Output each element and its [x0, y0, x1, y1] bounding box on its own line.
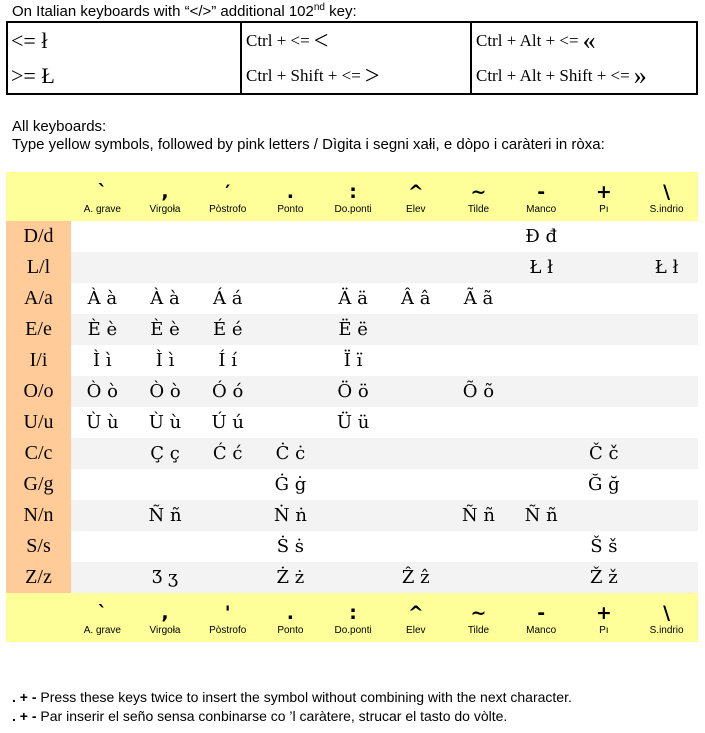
- column-header: [384, 593, 447, 642]
- result-cell: [635, 562, 698, 593]
- result-cell: Ġ ġ: [259, 469, 322, 500]
- result-cell: [259, 314, 322, 345]
- key-name: Pı: [599, 624, 609, 636]
- result-cell: Ü ü: [322, 407, 385, 438]
- result-cell: É é: [196, 314, 259, 345]
- result-cell: [384, 407, 447, 438]
- key-symbol: ^: [407, 180, 424, 203]
- result-cell: [384, 345, 447, 376]
- column-header: [510, 593, 573, 642]
- result-cell: [259, 407, 322, 438]
- row-letter-label: G/g: [6, 469, 71, 500]
- result-cell: [134, 252, 197, 283]
- result-cell: Ò ò: [71, 376, 134, 407]
- key-symbol: ,: [161, 180, 169, 203]
- result-cell: Ï ï: [322, 345, 385, 376]
- footnote-venetian: . + - Par inserir el seño sensa conbinarse co ’l caràtere, strucar el tasto do vòlte.: [12, 708, 508, 724]
- result-cell: Í í: [196, 345, 259, 376]
- result-cell: [384, 252, 447, 283]
- result-cell: [447, 407, 510, 438]
- shortcut-column-3: [470, 23, 696, 93]
- result-cell: [635, 438, 698, 469]
- key-symbol: +: [595, 180, 612, 203]
- column-header: [71, 593, 134, 642]
- result-cell: [71, 531, 134, 562]
- result-cell: [134, 469, 197, 500]
- key-symbol: .: [286, 180, 295, 203]
- column-header: [384, 172, 447, 221]
- key-name: Ponto: [277, 624, 304, 636]
- result-cell: [635, 500, 698, 531]
- row-letter-label: U/u: [6, 407, 71, 438]
- result-cell: [384, 531, 447, 562]
- result-cell: È è: [134, 314, 197, 345]
- column-header: [134, 593, 197, 642]
- column-header: [259, 593, 322, 642]
- result-cell: Ñ ñ: [447, 500, 510, 531]
- key-symbol: \: [663, 180, 671, 203]
- column-header: [573, 593, 636, 642]
- result-cell: Ì ì: [71, 345, 134, 376]
- result-cell: [447, 252, 510, 283]
- row-letter-label: L/l: [6, 252, 71, 283]
- footnotes: [12, 688, 572, 726]
- result-cell: [510, 376, 573, 407]
- result-cell: [510, 531, 573, 562]
- result-cell: [322, 531, 385, 562]
- result-cell: Ù ù: [134, 407, 197, 438]
- column-header: [71, 172, 134, 221]
- table-row: [6, 469, 698, 500]
- result-cell: [447, 562, 510, 593]
- key-name: Virgoła: [149, 203, 181, 215]
- header-corner: [6, 593, 71, 642]
- result-cell: Ñ ñ: [510, 500, 573, 531]
- result-cell: [196, 221, 259, 252]
- result-cell: Č č: [573, 438, 636, 469]
- result-cell: [573, 407, 636, 438]
- result-cell: Ì ì: [134, 345, 197, 376]
- key-symbol: ': [224, 601, 231, 624]
- header-row-bottom: [6, 593, 698, 642]
- result-cell: Ë ë: [322, 314, 385, 345]
- result-cell: Ú ú: [196, 407, 259, 438]
- shortcut-l-stroke-upper: >= Ł: [11, 62, 55, 88]
- result-cell: [573, 252, 636, 283]
- result-cell: Ä ä: [322, 283, 385, 314]
- table-row: [6, 283, 698, 314]
- header-row-top: [6, 172, 698, 221]
- result-cell: [510, 469, 573, 500]
- footnote-english: . + - Press these keys twice to insert the symbol without combining with the next character.: [12, 689, 572, 705]
- key-name: A. grave: [83, 203, 121, 215]
- result-cell: [510, 438, 573, 469]
- result-cell: Á á: [196, 283, 259, 314]
- key-name: Elev: [406, 624, 426, 636]
- result-cell: [134, 531, 197, 562]
- result-cell: [573, 283, 636, 314]
- table-row: [6, 376, 698, 407]
- shortcut-box: [6, 21, 698, 95]
- result-cell: [384, 469, 447, 500]
- result-cell: [635, 531, 698, 562]
- table-row: [6, 314, 698, 345]
- result-cell: Š š: [573, 531, 636, 562]
- key-name: Elev: [406, 203, 426, 215]
- result-cell: [322, 252, 385, 283]
- result-cell: [71, 500, 134, 531]
- result-cell: Ć ć: [196, 438, 259, 469]
- key-name: Tilde: [467, 203, 490, 215]
- column-header: [196, 593, 259, 642]
- result-cell: Ò ò: [134, 376, 197, 407]
- shortcut-right-guillemet: Ctrl + Alt + Shift + <= »: [476, 60, 647, 90]
- result-cell: Ʒ ʒ: [134, 562, 197, 593]
- key-symbol: ~: [470, 180, 487, 203]
- result-cell: [447, 438, 510, 469]
- result-cell: [447, 221, 510, 252]
- result-cell: È è: [71, 314, 134, 345]
- result-cell: [71, 438, 134, 469]
- key-name: Manco: [526, 203, 557, 215]
- result-cell: [259, 252, 322, 283]
- result-cell: Ó ó: [196, 376, 259, 407]
- key-symbol: +: [595, 601, 612, 624]
- result-cell: Ẑ ẑ: [384, 562, 447, 593]
- table-row: [6, 438, 698, 469]
- column-header: [447, 172, 510, 221]
- result-cell: Ğ ğ: [573, 469, 636, 500]
- row-letter-label: D/d: [6, 221, 71, 252]
- table-row: [6, 500, 698, 531]
- result-cell: Ù ù: [71, 407, 134, 438]
- result-cell: [384, 438, 447, 469]
- result-cell: [635, 314, 698, 345]
- key-symbol: ′: [225, 180, 231, 203]
- row-letter-label: E/e: [6, 314, 71, 345]
- result-cell: [447, 314, 510, 345]
- table-row: [6, 221, 698, 252]
- result-cell: Ł ł: [510, 252, 573, 283]
- result-cell: Â â: [384, 283, 447, 314]
- column-header: [573, 172, 636, 221]
- key-name: Virgoła: [149, 624, 181, 636]
- row-letter-label: N/n: [6, 500, 71, 531]
- key-name: Pı: [599, 203, 609, 215]
- result-cell: [134, 221, 197, 252]
- result-cell: [384, 500, 447, 531]
- result-cell: [71, 562, 134, 593]
- key-name: Pòstrofo: [209, 203, 247, 215]
- key-name: Tilde: [467, 624, 490, 636]
- instructions: [12, 118, 605, 154]
- result-cell: Ã ã: [447, 283, 510, 314]
- row-letter-label: Z/z: [6, 562, 71, 593]
- result-cell: [196, 500, 259, 531]
- result-cell: Ç ç: [134, 438, 197, 469]
- row-letter-label: A/a: [6, 283, 71, 314]
- key-symbol: `: [97, 180, 108, 203]
- result-cell: [510, 407, 573, 438]
- result-cell: [322, 438, 385, 469]
- result-cell: [196, 469, 259, 500]
- italian-keyboard-note: On Italian keyboards with “</>” additional 102nd key:: [12, 2, 357, 20]
- result-cell: Đ đ: [510, 221, 573, 252]
- column-header: [447, 593, 510, 642]
- instructions-heading: All keyboards:: [12, 118, 107, 135]
- column-header: [259, 172, 322, 221]
- key-name: Pòstrofo: [209, 624, 247, 636]
- result-cell: [447, 345, 510, 376]
- result-cell: Ċ ċ: [259, 438, 322, 469]
- column-header: [134, 172, 197, 221]
- result-cell: [322, 562, 385, 593]
- key-symbol: :: [349, 601, 357, 624]
- result-cell: [384, 314, 447, 345]
- result-cell: [447, 531, 510, 562]
- column-header: [196, 172, 259, 221]
- key-name: Ponto: [277, 203, 304, 215]
- table-row: [6, 562, 698, 593]
- result-cell: [196, 562, 259, 593]
- row-letter-label: S/s: [6, 531, 71, 562]
- key-symbol: :: [349, 180, 357, 203]
- column-header: [510, 172, 573, 221]
- result-cell: [635, 283, 698, 314]
- result-cell: [384, 376, 447, 407]
- result-cell: [196, 252, 259, 283]
- result-cell: [259, 283, 322, 314]
- result-cell: Ž ž: [573, 562, 636, 593]
- key-name: A. grave: [83, 624, 121, 636]
- row-letter-label: I/i: [6, 345, 71, 376]
- result-cell: Ñ ñ: [134, 500, 197, 531]
- result-cell: [573, 376, 636, 407]
- result-cell: [635, 345, 698, 376]
- result-cell: [259, 345, 322, 376]
- result-cell: [510, 345, 573, 376]
- result-cell: Õ õ: [447, 376, 510, 407]
- shortcut-l-stroke: <= ł: [11, 27, 48, 53]
- key-symbol: ,: [161, 601, 169, 624]
- key-symbol: ^: [407, 601, 424, 624]
- shortcut-column-2: [240, 23, 470, 93]
- key-symbol: -: [537, 180, 546, 203]
- key-symbol: \: [663, 601, 671, 624]
- result-cell: [510, 283, 573, 314]
- result-cell: [510, 314, 573, 345]
- result-cell: [573, 345, 636, 376]
- shortcut-column-1: [8, 23, 240, 93]
- row-letter-label: O/o: [6, 376, 71, 407]
- instructions-text: Type yellow symbols, followed by pink letters / Dìgita i segni xałi, e dòpo i caràteri in ròxa:: [12, 136, 605, 153]
- key-name: S.indrio: [649, 624, 684, 636]
- row-letter-label: C/c: [6, 438, 71, 469]
- result-cell: [322, 221, 385, 252]
- key-symbol: .: [286, 601, 295, 624]
- key-symbol: ~: [470, 601, 487, 624]
- result-cell: [71, 221, 134, 252]
- result-cell: [322, 469, 385, 500]
- key-name: Do.ponti: [334, 203, 372, 215]
- diacritics-table: [6, 172, 698, 642]
- result-cell: [510, 562, 573, 593]
- column-header: [322, 593, 385, 642]
- result-cell: [71, 469, 134, 500]
- result-cell: [71, 252, 134, 283]
- table-row: [6, 252, 698, 283]
- key-symbol: `: [97, 601, 108, 624]
- result-cell: Ł ł: [635, 252, 698, 283]
- result-cell: À à: [134, 283, 197, 314]
- table-row: [6, 531, 698, 562]
- result-cell: [573, 314, 636, 345]
- result-cell: [635, 376, 698, 407]
- result-cell: Ö ö: [322, 376, 385, 407]
- result-cell: Ṡ ṡ: [259, 531, 322, 562]
- header-corner: [6, 172, 71, 221]
- column-header: [322, 172, 385, 221]
- result-cell: [635, 221, 698, 252]
- result-cell: [447, 469, 510, 500]
- result-cell: [322, 500, 385, 531]
- result-cell: [573, 221, 636, 252]
- result-cell: Ż ż: [259, 562, 322, 593]
- result-cell: [573, 500, 636, 531]
- column-header: [635, 172, 698, 221]
- result-cell: [384, 221, 447, 252]
- result-cell: [196, 531, 259, 562]
- result-cell: À à: [71, 283, 134, 314]
- shortcut-greater-than: Ctrl + Shift + <= >: [246, 60, 380, 90]
- key-name: Do.ponti: [334, 624, 372, 636]
- key-name: S.indrio: [649, 203, 684, 215]
- table-row: [6, 345, 698, 376]
- result-cell: [259, 221, 322, 252]
- result-cell: [635, 407, 698, 438]
- key-name: Manco: [526, 624, 557, 636]
- result-cell: [635, 469, 698, 500]
- result-cell: [259, 376, 322, 407]
- table-row: [6, 407, 698, 438]
- result-cell: Ṅ ṅ: [259, 500, 322, 531]
- column-header: [635, 593, 698, 642]
- key-symbol: -: [537, 601, 546, 624]
- shortcut-left-guillemet: Ctrl + Alt + <= «: [476, 25, 596, 55]
- shortcut-less-than: Ctrl + <= <: [246, 25, 329, 55]
